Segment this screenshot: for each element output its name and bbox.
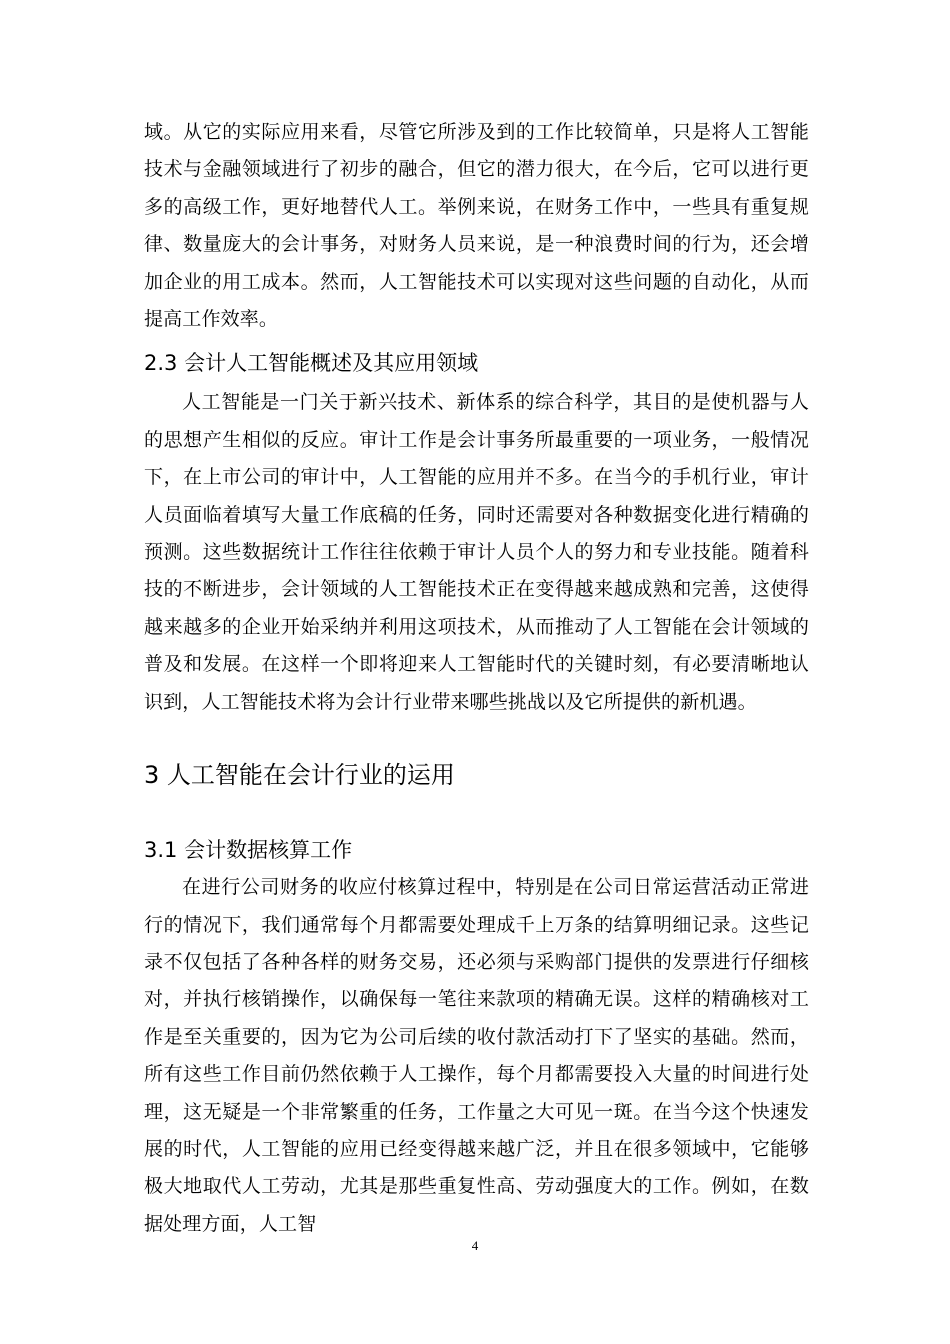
- section-3-1-paragraph: 在进行公司财务的收应付核算过程中，特别是在公司日常运营活动正常进行的情况下，我们通常每个月都需要处理成千上万条的结算明细记录。这些记录不仅包括了各种各样的财务交易，还必须与采购部门提供的发票进行仔细核对，并执行核销操作，以确保每一笔往来款项的精确无误。这样的精确核对工作是至关重要的，因为它为公司后续的收付款活动打下了坚实的基础。然而，所有这些工作目前仍然依赖于人工操作，每个月都需要投入大量的时间进行处理，这无疑是一个非常繁重的任务，工作量之大可见一斑。在当今这个快速发展的时代，人工智能的应用已经变得越来越广泛，并且在很多领域中，它能够极大地取代人工劳动，尤其是那些重复性高、劳动强度大的工作。例如，在数据处理方面，人工智: [144, 876, 809, 1235]
- page-number: 4: [471, 1238, 479, 1253]
- intro-continuation-paragraph: 域。从它的实际应用来看，尽管它所涉及到的工作比较简单，只是将人工智能技术与金融领域进行了初步的融合，但它的潜力很大，在今后，它可以进行更多的高级工作，更好地替代人工。举例来说，在财务工作中，一些具有重复规律、数量庞大的会计事务，对财务人员来说，是一种浪费时间的行为，还会增加企业的用工成本。然而，人工智能技术可以实现对这些问题的自动化，从而提高工作效率。: [144, 121, 809, 331]
- page-content: [144, 114, 809, 1243]
- section-2-3-heading: 2.3 会计人工智能概述及其应用领域: [144, 351, 479, 376]
- section-3-1-heading: 3.1 会计数据核算工作: [144, 838, 353, 863]
- chapter-3-heading: 3 人工智能在会计行业的运用: [144, 761, 455, 790]
- section-2-3-paragraph: 人工智能是一门关于新兴技术、新体系的综合科学，其目的是使机器与人的思想产生相似的反应。审计工作是会计事务所最重要的一项业务，一般情况下，在上市公司的审计中，人工智能的应用并不多。在当今的手机行业，审计人员面临着填写大量工作底稿的任务，同时还需要对各种数据变化进行精确的预测。这些数据统计工作往往依赖于审计人员个人的努力和专业技能。随着科技的不断进步，会计领域的人工智能技术正在变得越来越成熟和完善，这使得越来越多的企业开始采纳并利用这项技术，从而推动了人工智能在会计领域的普及和发展。在这样一个即将迎来人工智能时代的关键时刻，有必要清晰地认识到，人工智能技术将为会计行业带来哪些挑战以及它所提供的新机遇。: [144, 391, 809, 713]
